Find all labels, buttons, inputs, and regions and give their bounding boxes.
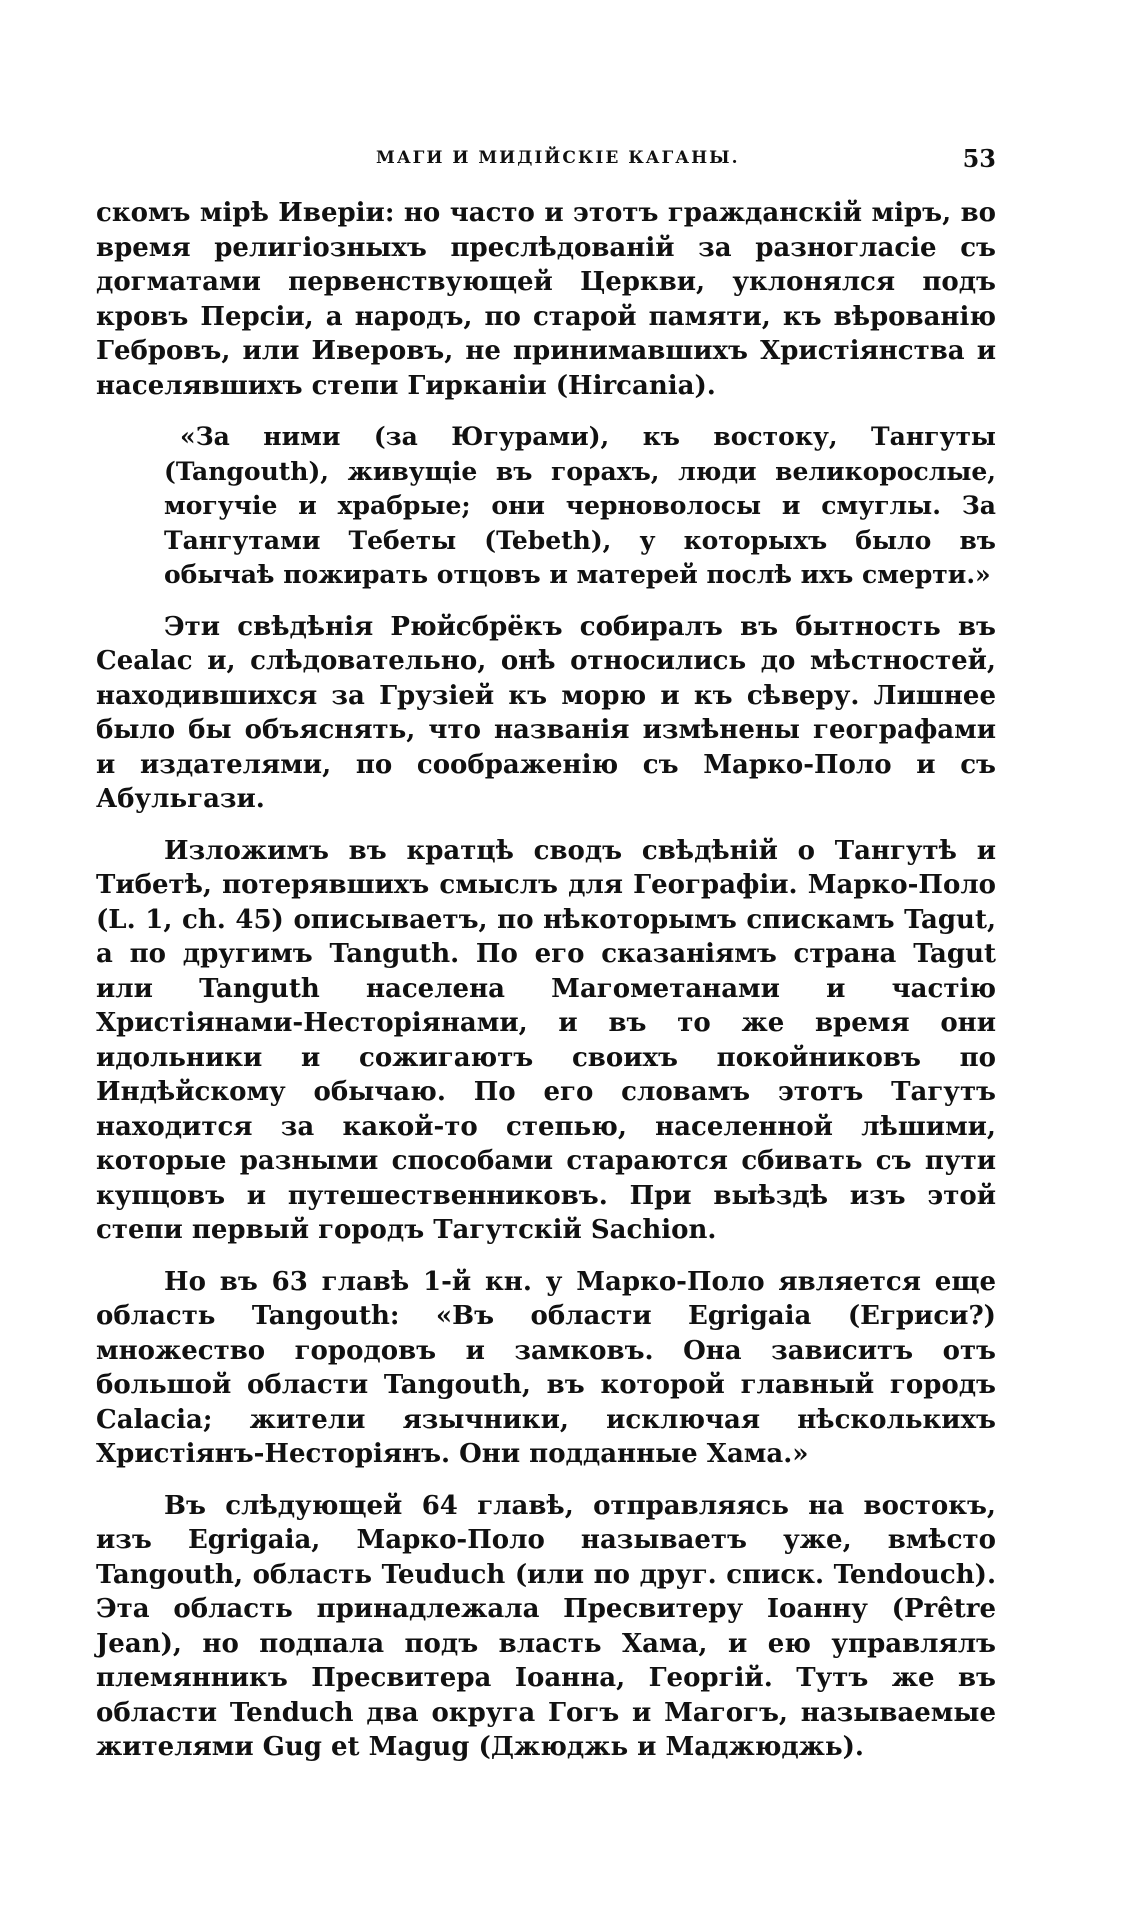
paragraph: Въ слѣдующей 64 главѣ, отправляясь на востокъ, изъ Egrigaia, Марко-Поло называетъ уже, вмѣсто Tangouth, область Teuduch (или по друг. списк. Tendouch). Эта область принадлежала Пресвитеру Іоанну (Prêtre Jean), но подпала подъ власть Хама, и ею управлялъ племянникъ Пресвитера Іоанна, Георгій. Тутъ же въ области Tenduch два округа Гогъ и Магогъ, называемые жителями Gug et Magug (Джюджь и Маджюджь). [96, 1490, 996, 1762]
paragraph: Эти свѣдѣнія Рюйсбрёкъ собиралъ въ бытность въ Cealac и, слѣдовательно, онѣ относились до мѣстностей, находившихся за Грузіей къ морю и къ сѣверу. Лишнее было бы объяснять, что названія измѣнены географами и издателями, по соображенію съ Марко-Поло и съ Абульгази. [96, 611, 996, 814]
page-number: 53 [962, 144, 996, 173]
block-quote: «За ними (за Югурами), къ востоку, Тангуты (Tangouth), живущіе въ горахъ, люди великорослые, могучіе и храбрые; они черноволосы и смуглы. За Тангутами Тебеты (Tebeth), у которыхъ было въ обычаѣ пожирать отцовъ и матерей послѣ ихъ смерти.» [164, 422, 996, 589]
running-title: МАГИ И МИДІЙСКІЕ КАГАНЫ. [376, 148, 740, 168]
running-header [96, 144, 996, 180]
paragraph-continued: скомъ мірѣ Иверіи: но часто и этотъ гражданскій міръ, во время религіозныхъ преслѣдованій за разногласіе съ догматами первенствующей Церкви, уклонялся подъ кровъ Персіи, а народъ, по старой памяти, къ вѣрованію Гебровъ, или Иверовъ, не принимавшихъ Христіянства и населявшихъ степи Гирканіи (Hircania). [96, 198, 996, 401]
body-text [96, 196, 996, 1782]
paragraph: Изложимъ въ кратцѣ сводъ свѣдѣній о Тангутѣ и Тибетѣ, потерявшихъ смыслъ для Географіи. Марко-Поло (L. 1, ch. 45) описываетъ, по нѣкоторымъ спискамъ Tagut, а по другимъ Tanguth. По его сказаніямъ страна Tagut или Tanguth населена Магометанами и частію Христіянами-Несторіянами, и въ то же время они идольники и сожигаютъ своихъ покойниковъ по Индѣйскому обычаю. По его словамъ этотъ Тагутъ находится за какой-то степью, населенной лѣшими, которые разными способами стараются сбивать съ пути купцовъ и путешественниковъ. При выѣздѣ изъ этой степи первый городъ Тагутскій Sachion. [96, 835, 996, 1245]
paragraph: Но въ 63 главѣ 1-й кн. у Марко-Поло является еще область Tangouth: «Въ области Egrigaia (Егриси?) множество городовъ и замковъ. Она зависитъ отъ большой области Tangouth, въ которой главный городъ Calacia; жители язычники, исключая нѣсколькихъ Христіянъ-Несторіянъ. Они подданные Хама.» [96, 1266, 996, 1469]
